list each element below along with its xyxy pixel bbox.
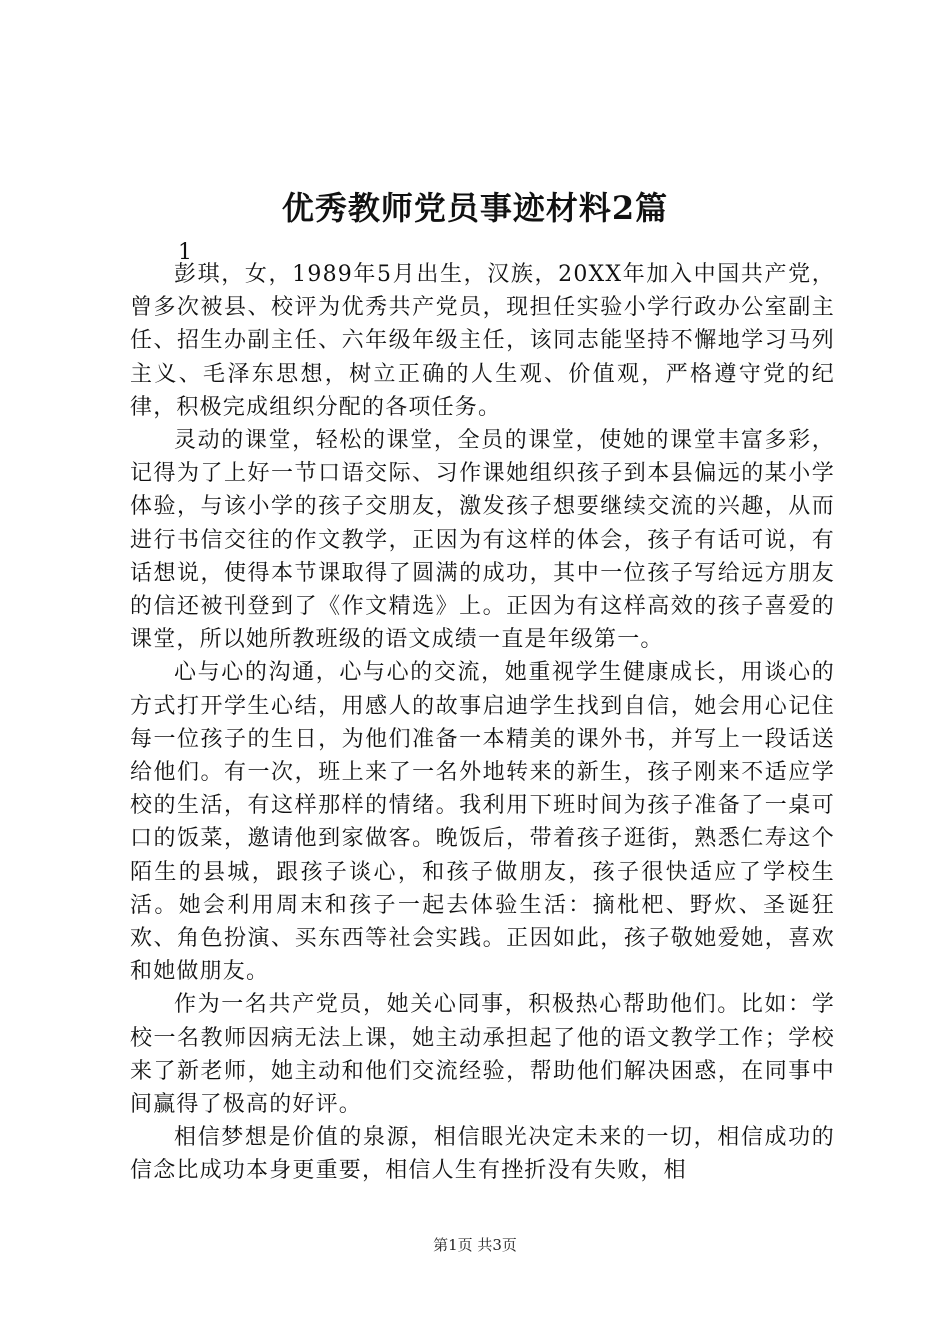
page-footer: 第1页 共3页: [433, 1236, 517, 1254]
document-title: 优秀教师党员事迹材料2篇: [281, 189, 669, 227]
paragraph: 相信梦想是价值的泉源，相信眼光决定未来的一切，相信成功的信念比成功本身更重要，相信人生有挫折没有失败，相: [130, 1125, 835, 1184]
paragraph: 彭琪，女，1989年5月出生，汉族，20XX年加入中国共产党，曾多次被县、校评为优秀共产党员，现担任实验小学行政办公室副主任、招生办副主任、六年级年级主任，该同志能坚持不懈地学习马列主义、毛泽东思想，树立正确的人生观、价值观，严格遵守党的纪律，积极完成组织分配的各项任务。: [130, 262, 835, 420]
paragraph: 灵动的课堂，轻松的课堂，全员的课堂，使她的课堂丰富多彩，记得为了上好一节口语交际、习作课她组织孩子到本县偏远的某小学体验，与该小学的孩子交朋友，激发孩子想要继续交流的兴趣，从而进行书信交往的作文教学，正因为有这样的体会，孩子有话可说，有话想说，使得本节课取得了圆满的成功，其中一位孩子写给远方朋友的信还被刊登到了《作文精选》上。正因为有这样高效的孩子喜爱的课堂，所以她所教班级的语文成绩一直是年级第一。: [130, 428, 835, 653]
document-body: [130, 258, 835, 1188]
paragraph: 心与心的沟通，心与心的交流，她重视学生健康成长，用谈心的方式打开学生心结，用感人的故事启迪学生找到自信，她会用心记住每一位孩子的生日，为他们准备一本精美的课外书，并写上一段话送给他们。有一次，班上来了一名外地转来的新生，孩子刚来不适应学校的生活，有这样那样的情绪。我利用下班时间为孩子准备了一桌可口的饭菜，邀请他到家做客。晚饭后，带着孩子逛街，熟悉仁寿这个陌生的县城，跟孩子谈心，和孩子做朋友，孩子很快适应了学校生活。她会利用周末和孩子一起去体验生活：摘枇杷、野炊、圣诞狂欢、角色扮演、买东西等社会实践。正因如此，孩子敬她爱她，喜欢和她做朋友。: [130, 660, 835, 985]
section-number: 1: [178, 240, 192, 265]
paragraph: 作为一名共产党员，她关心同事，积极热心帮助他们。比如：学校一名教师因病无法上课，她主动承担起了他的语文教学工作；学校来了新老师，她主动和他们交流经验，帮助他们解决困惑，在同事中间赢得了极高的好评。: [130, 992, 835, 1118]
